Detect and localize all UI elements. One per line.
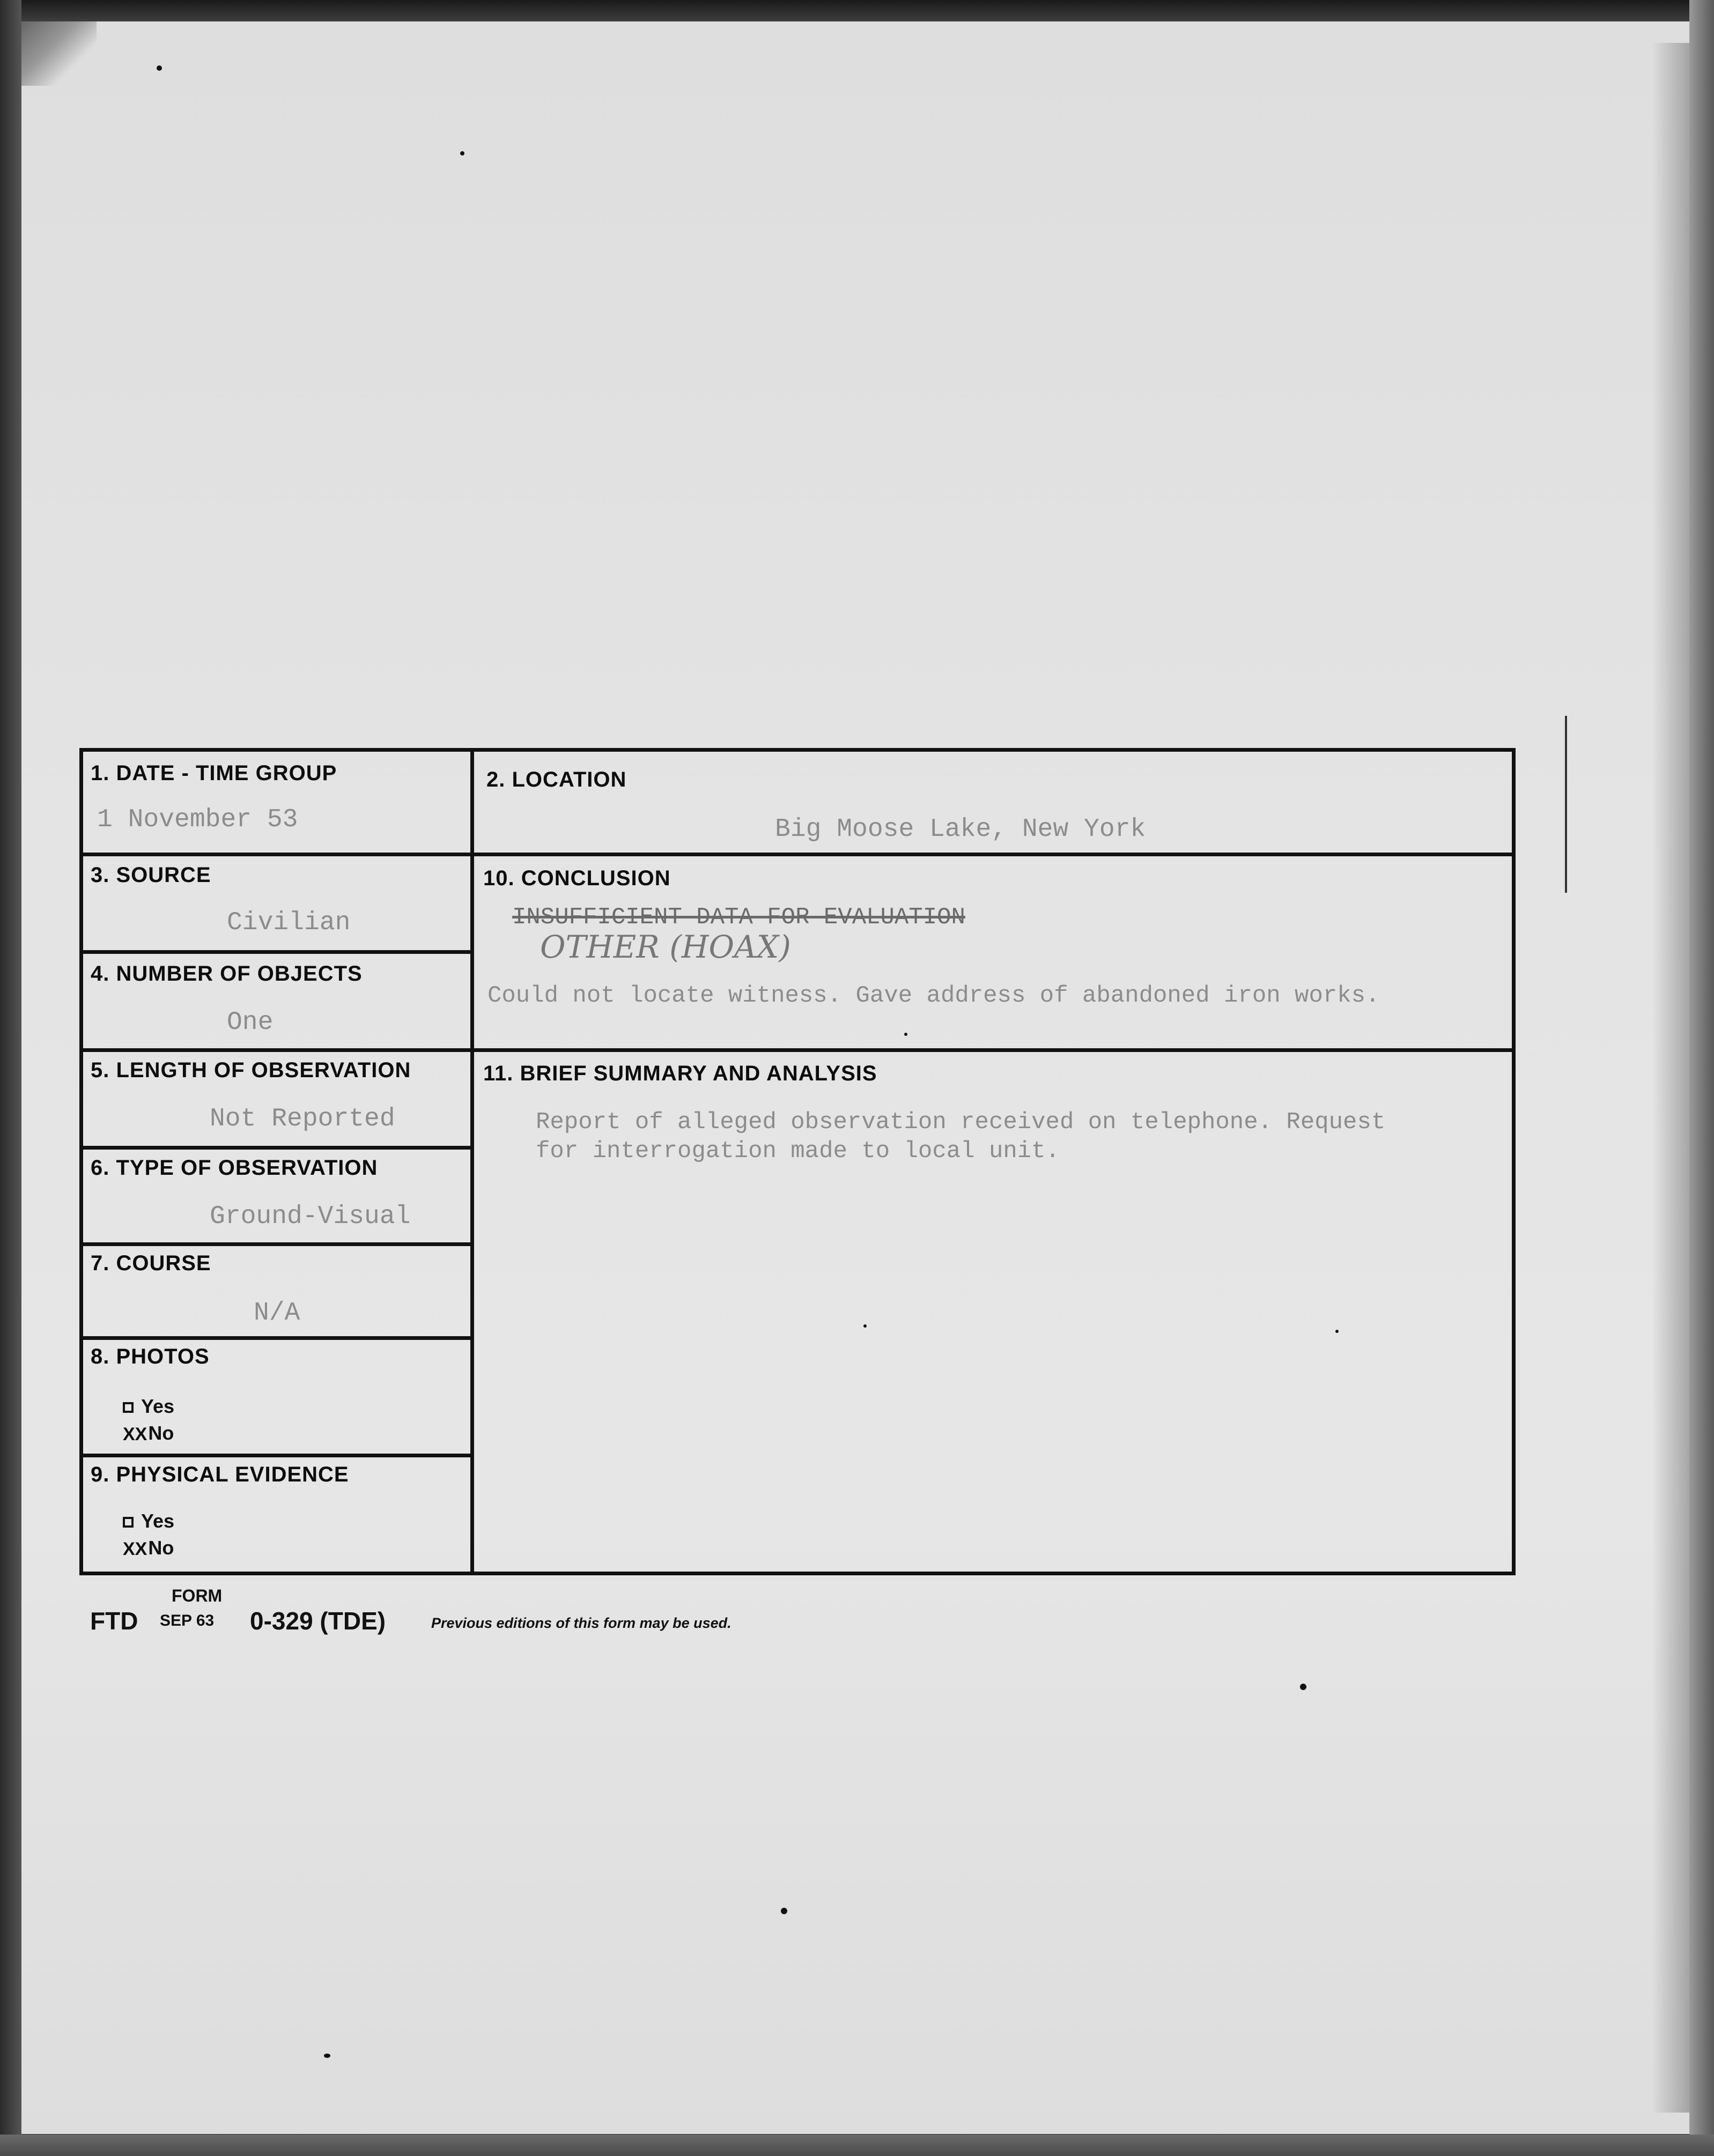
scan-edge-bottom: [0, 2135, 1714, 2156]
source-label: 3. SOURCE: [91, 863, 211, 887]
location-label: 2. LOCATION: [486, 768, 627, 791]
photos-yes-option: Yes: [123, 1395, 174, 1418]
dust-speck: [1300, 1684, 1306, 1690]
course-value: N/A: [254, 1299, 300, 1328]
row-divider: [83, 853, 472, 856]
conclusion-handwritten: OTHER (HOAX): [540, 929, 791, 965]
dust-speck: [460, 151, 464, 155]
physical-evidence-yes-option: Yes: [123, 1510, 174, 1532]
footer-form-word: FORM: [172, 1586, 223, 1605]
conclusion-struck-text: INSUFFICIENT DATA FOR EVALUATION: [512, 904, 965, 931]
row-divider: [83, 1242, 472, 1246]
row-divider: [83, 1454, 472, 1457]
column-divider: [470, 752, 474, 1572]
length-of-observation-label: 5. LENGTH OF OBSERVATION: [91, 1058, 411, 1082]
footer-form-number: 0-329 (TDE): [250, 1607, 386, 1635]
location-value: Big Moose Lake, New York: [775, 815, 1146, 844]
footer-note: Previous editions of this form may be used.: [431, 1615, 732, 1631]
type-of-observation-value: Ground-Visual: [210, 1202, 411, 1231]
physical-evidence-no-option: XXNo: [123, 1537, 174, 1559]
row-divider: [83, 950, 472, 954]
physical-evidence-no-checkbox-marked: XX: [123, 1538, 147, 1559]
report-form: [79, 748, 1516, 1575]
photos-label: 8. PHOTOS: [91, 1345, 210, 1368]
scan-edge-right: [1689, 0, 1714, 2156]
brief-summary-line-2: for interrogation made to local unit.: [536, 1138, 1060, 1165]
number-of-objects-value: One: [227, 1008, 274, 1037]
physical-evidence-yes-checkbox: [123, 1517, 134, 1528]
type-of-observation-label: 6. TYPE OF OBSERVATION: [91, 1156, 378, 1180]
brief-summary-line-1: Report of alleged observation received on telephone. Request: [536, 1109, 1386, 1136]
margin-mark: [1565, 716, 1567, 893]
scan-edge-top: [0, 0, 1714, 21]
number-of-objects-label: 4. NUMBER OF OBJECTS: [91, 962, 363, 986]
conclusion-label: 10. CONCLUSION: [483, 866, 671, 890]
folded-corner: [21, 21, 97, 86]
footer-ftd: FTD: [90, 1607, 138, 1635]
date-time-group-value: 1 November 53: [97, 805, 298, 834]
scan-edge-left: [0, 0, 21, 2156]
length-of-observation-value: Not Reported: [210, 1105, 395, 1133]
photos-no-checkbox-marked: XX: [123, 1424, 147, 1444]
row-divider: [83, 1146, 472, 1150]
brief-summary-label: 11. BRIEF SUMMARY AND ANALYSIS: [483, 1062, 877, 1085]
dust-speck: [324, 2054, 330, 2058]
source-value: Civilian: [227, 908, 351, 937]
dust-speck: [781, 1908, 787, 1914]
footer-date: SEP 63: [160, 1612, 215, 1629]
physical-evidence-label: 9. PHYSICAL EVIDENCE: [91, 1463, 349, 1486]
photos-no-option: XXNo: [123, 1422, 174, 1444]
dust-speck: [157, 65, 162, 71]
course-label: 7. COURSE: [91, 1251, 211, 1275]
scan-shadow-right: [1652, 43, 1689, 2113]
photos-yes-checkbox: [123, 1402, 134, 1413]
row-divider: [472, 1048, 1516, 1052]
row-divider: [83, 1048, 472, 1052]
row-divider: [83, 1336, 472, 1340]
conclusion-text: Could not locate witness. Gave address of abandoned iron works.: [487, 982, 1380, 1009]
date-time-group-label: 1. DATE - TIME GROUP: [91, 761, 337, 785]
row-divider: [472, 853, 1516, 856]
